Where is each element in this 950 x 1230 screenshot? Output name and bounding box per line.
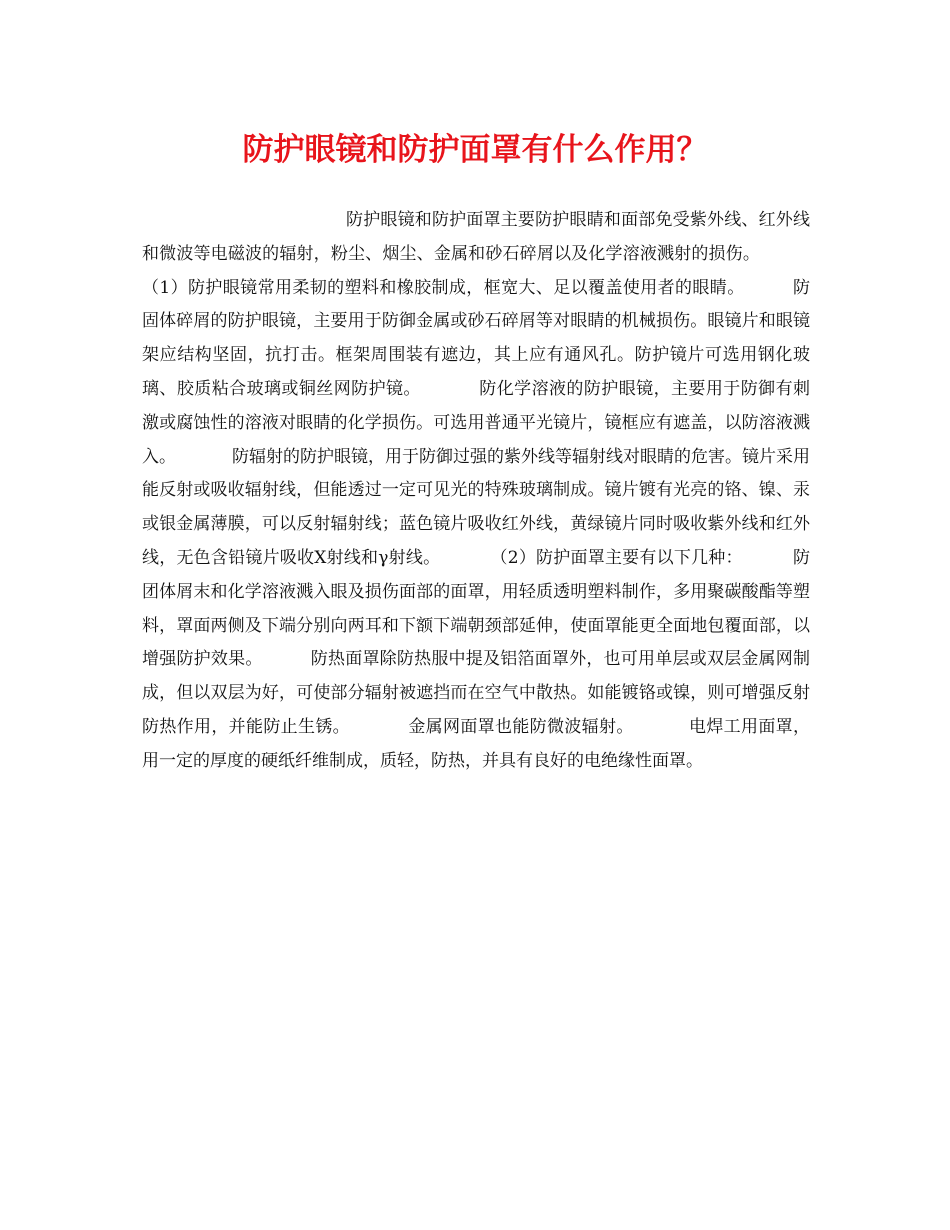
paragraph-mesh-shield: 金属网面罩也能防微波辐射。 <box>408 716 634 737</box>
paragraph-heat-shield: 防热面罩除防热服中提及铝箔面罩外，也可用单层或双层金属网制成，但以双层为好，可使部分辐射被遮挡而在空气中散热。如能镀铬或镍，则可增强反射防热作用，并能防止生锈。 <box>142 649 811 737</box>
paragraph-goggles-intro: （1）防护眼镜常用柔韧的塑料和橡胶制成，框宽大、足以覆盖使用者的眼睛。 <box>142 277 745 298</box>
paragraph-debris-goggles: 防固体碎屑的防护眼镜，主要用于防御金属或砂石碎屑等对眼睛的机械损伤。眼镜片和眼镜架应结构坚固，抗打击。框架周围装有遮边，其上应有通风孔。防护镜片可选用钢化玻璃、胶质粘合玻璃或铜丝网防护镜。 <box>142 277 810 399</box>
paragraph-chemical-goggles: 防化学溶液的防护眼镜，主要用于防御有刺激或腐蚀性的溶液对眼睛的化学损伤。可选用普通平光镜片，镜框应有遮盖，以防溶液溅入。 <box>142 378 811 467</box>
document-title: 防护眼镜和防护面罩有什么作用？ <box>242 132 708 168</box>
paragraph-face-shield-intro: （2）防护面罩主要有以下几种： <box>490 547 743 568</box>
document-body <box>142 204 810 779</box>
paragraph-impact-shield: 防团体屑末和化学溶液溅入眼及损伤面部的面罩，用轻质透明塑料制作，多用聚碳酸酯等塑料，罩面两侧及下端分别向两耳和下额下端朝颈部延伸，使面罩能更全面地包覆面部，以增强防护效果。 <box>142 547 810 670</box>
paragraph-welding-shield: 电焊工用面罩，用一定的厚度的硬纸纤维制成，质轻，防热，并具有良好的电绝缘性面罩。 <box>142 716 811 771</box>
paragraph-radiation-goggles: 防辐射的防护眼镜，用于防御过强的紫外线等辐射线对眼睛的危害。镜片采用能反射或吸收辐射线，但能透过一定可见光的特殊玻璃制成。镜片镀有光亮的铬、镍、汞或银金属薄膜，可以反射辐射线；蓝色镜片吸收红外线，黄绿镜片同时吸收紫外线和红外线，无色含铅镜片吸收X射线和γ射线。 <box>142 446 810 568</box>
paragraph-intro: 防护眼镜和防护面罩主要防护眼睛和面部免受紫外线、红外线和微波等电磁波的辐射，粉尘、烟尘、金属和砂石碎屑以及化学溶液溅射的损伤。 <box>142 210 810 264</box>
